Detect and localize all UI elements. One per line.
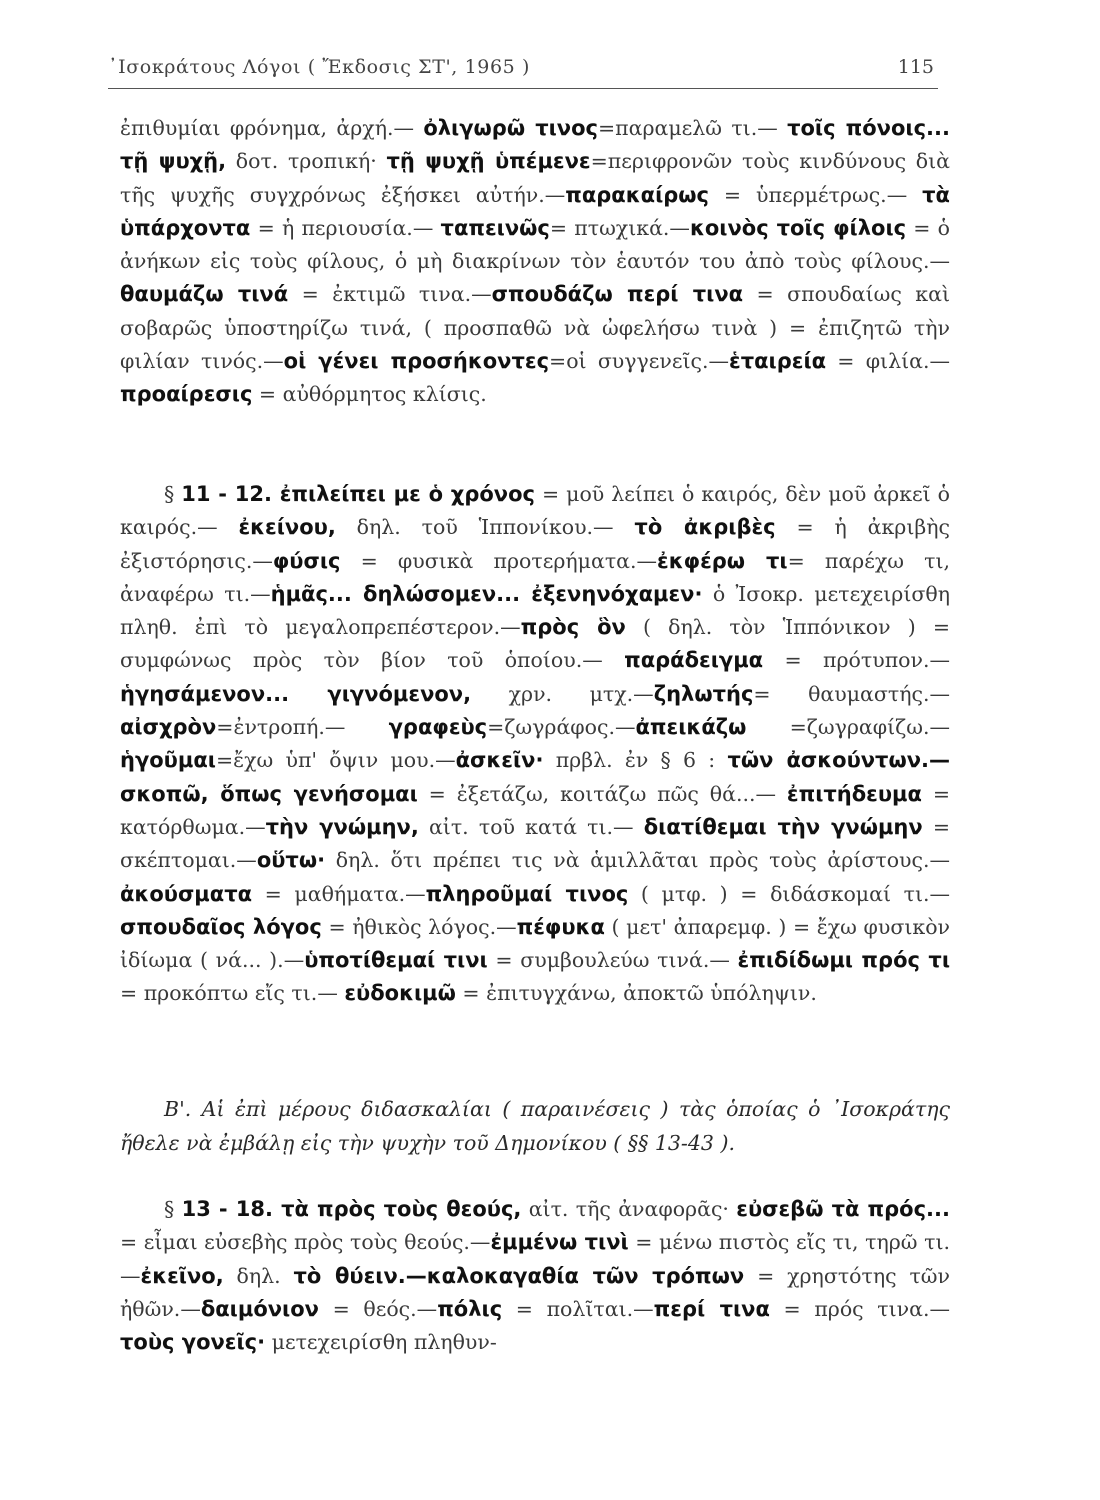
lemma-term: πρὸς ὃν [520, 615, 626, 640]
lemma-term: τὰ ὑπάρχοντα [120, 182, 950, 240]
lemma-term: σπουδαῖος λόγος [120, 914, 322, 939]
gloss-text: = συμβουλεύω τινά.— [487, 948, 738, 973]
lemma-term: ἀπεικάζω [635, 715, 747, 740]
lemma-term: παράδειγμα [624, 648, 764, 673]
gloss-text: = κατόρθωμα.— [120, 781, 950, 839]
gloss-text: § [164, 482, 182, 506]
lemma-term: ἡμᾶς... δηλώσομεν... ἐξενηνόχαμεν· [270, 581, 703, 606]
gloss-text: ( δηλ. τὸν Ἱππόνικον ) = συμφώνως πρὸς τὸν βίον τοῦ ὁποίου.— [120, 615, 951, 673]
lemma-term: σπουδάζω περί τινα [491, 282, 744, 307]
gloss-text: = εἶμαι εὐσεβὴς πρὸς τοὺς θεούς.— [120, 1230, 491, 1255]
lemma-term: κοινὸς τοῖς φίλοις [689, 215, 907, 240]
gloss-text: = θαυμαστής.— [753, 681, 951, 706]
lemma-term: ἐμμένω τινὶ [490, 1230, 629, 1255]
lemma-term: πέφυκα [516, 914, 605, 939]
gloss-text: ( μτφ. ) = διδάσκομαί τι.— [628, 881, 950, 906]
gloss-text: = πτωχικά.— [549, 215, 690, 240]
section-heading-b: Β'. Αἱ ἐπὶ μέρους διδασκαλίαι ( παραινέσεις ) τὰς ὁποίας ὁ ᾿Ισοκράτης ἤθελε νὰ ἐμβάλῃ εἰς τὴν ψυχὴν τοῦ Δημονίκου ( §§ 13-43 ). [120, 1097, 950, 1155]
gloss-text: = φιλία.— [826, 349, 950, 374]
gloss-text: αἰτ. τοῦ κατά τι.— [418, 814, 644, 839]
gloss-text: χρν. μτχ.— [471, 681, 654, 706]
lemma-term: τὸ ἀκριβὲς [634, 515, 776, 540]
gloss-text: = ἐπιτυγχάνω, ἀποκτῶ ὑπόληψιν. [455, 981, 817, 1006]
lemma-term: αἰσχρὸν [120, 715, 217, 740]
lemma-term: ταπεινῶς [440, 215, 550, 240]
paragraph-section-13-18 [120, 1193, 950, 1359]
gloss-text: =ἔχω ὑπ' ὄψιν μου.— [215, 748, 456, 773]
lemma-term: πληροῦμαί τινος [425, 881, 629, 906]
gloss-text: = προκόπτω εἴς τι.— [120, 981, 345, 1006]
lemma-term: ἐκεῖνο, [140, 1263, 224, 1288]
lemma-term: τῇ ψυχῇ ὑπέμενε [386, 149, 591, 174]
lemma-term: ἐκείνου, [238, 515, 336, 540]
gloss-text: δηλ. [223, 1263, 294, 1288]
lemma-term: ἐπιτήδευμα [786, 781, 922, 806]
lemma-term: τοὺς γονεῖς· [120, 1330, 266, 1355]
lemma-term: φύσις [272, 548, 341, 573]
gloss-text: = ἐκτιμῶ τινα.— [288, 282, 492, 307]
gloss-text: § [164, 1197, 182, 1221]
gloss-text: = ἠθικὸς λόγος.— [321, 914, 517, 939]
gloss-text: = ἐξετάζω, κοιτάζω πῶς θά...— [417, 781, 787, 806]
lemma-term: ἡγοῦμαι [120, 748, 216, 773]
gloss-text: = σπουδαίως καὶ σοβαρῶς ὑποστηρίζω τινά, ( προσπαθῶ νὰ ὠφελήσω τινὰ ) = ἐπιζητῶ τὴν φιλίαν τινός.— [120, 282, 950, 374]
gloss-text: = ἡ περιουσία.— [250, 215, 441, 240]
gloss-text: δοτ. τροπική· [226, 149, 387, 174]
gloss-text: = ὑπερμέτρως.— [708, 182, 923, 207]
lemma-term: ἀκούσματα [120, 881, 253, 906]
gloss-text: = ἡ ἀκριβὴς ἐξιστόρησις.— [120, 515, 951, 573]
gloss-text: δηλ. τοῦ Ἱππονίκου.— [335, 515, 635, 540]
gloss-text: = σκέπτομαι.— [120, 814, 950, 873]
lemma-term: τὸ θύειν.—καλοκαγαθία τῶν τρόπων [293, 1263, 745, 1288]
gloss-text: ( μετ' ἀπαρεμφ. ) = ἔχω φυσικὸν ἰδίωμα ( νά... ).— [120, 914, 950, 973]
lemma-term: εὐσεβῶ τὰ πρός... [736, 1197, 950, 1221]
gloss-text: = φυσικὰ προτερήματα.— [340, 548, 658, 573]
gloss-text: =περιφρονῶν τοὺς κινδύνους διὰ τῆς ψυχῆς συγχρόνως ἐξήσκει αὐτήν.— [120, 149, 950, 207]
gloss-text: δηλ. ὅτι πρέπει τις νὰ ἁμιλλᾶται πρὸς τοὺς ἀρίστους.— [325, 848, 950, 873]
lemma-term: τῶν ἀσκούντων.—σκοπῶ, ὅπως γενήσομαι [120, 748, 950, 806]
lemma-term: παρακαίρως [565, 182, 709, 207]
gloss-text: = αὐθόρμητος κλίσις. [252, 382, 487, 407]
gloss-text: =παραμελῶ τι.— [597, 116, 788, 140]
gloss-text: = πολῖται.— [502, 1296, 654, 1321]
paragraph-glossary-1 [120, 112, 950, 412]
lemma-term: 11 - 12. ἐπιλείπει με ὁ χρόνος [181, 482, 535, 506]
lemma-term: προαίρεσις [120, 382, 253, 407]
gloss-text: = μένω πιστὸς εἴς τι, τηρῶ τι.— [120, 1230, 950, 1288]
paragraph-section-11-12 [120, 478, 950, 1011]
page-number: 115 [897, 56, 934, 78]
gloss-text: πρβλ. ἐν § 6 : [543, 748, 728, 773]
lemma-term: εὐδοκιμῶ [344, 981, 456, 1006]
lemma-term: ἐκφέρω τι [657, 548, 788, 573]
gloss-text: = χρηστότης τῶν ἠθῶν.— [120, 1263, 950, 1321]
gloss-text: ὁ Ἰσοκρ. μετεχειρίσθη πληθ. ἐπὶ τὸ μεγαλοπρεπέστερον.— [120, 581, 950, 640]
gloss-text: =οἱ συγγενεῖς.— [549, 349, 730, 374]
lemma-term: ἑταιρεία [729, 349, 827, 374]
lemma-term: θαυμάζω τινά [120, 282, 289, 307]
lemma-term: ὑποτίθεμαί τινι [304, 948, 488, 973]
lemma-term: τοῖς πόνοις... τῇ ψυχῇ, [120, 116, 950, 174]
lemma-term: οἱ γένει προσήκοντες [283, 349, 550, 374]
gloss-text: = μαθήματα.— [252, 881, 426, 906]
header-title: ᾿Ισοκράτους Λόγοι ( Ἔκδοσις ΣΤ', 1965 ) [108, 56, 530, 78]
gloss-text: = πρός τινα.— [769, 1296, 950, 1321]
lemma-term: περί τινα [653, 1296, 770, 1321]
lemma-term: δαιμόνιον [200, 1296, 319, 1321]
lemma-term: ἀσκεῖν· [455, 748, 544, 773]
gloss-text: = θεός.— [318, 1296, 438, 1321]
gloss-text: =ζωγραφίζω.— [746, 715, 950, 740]
gloss-text: = μοῦ λείπει ὁ καιρός, δὲν μοῦ ἀρκεῖ ὁ καιρός.— [120, 482, 950, 540]
gloss-text: =ζωγράφος.— [487, 715, 636, 740]
lemma-term: τὴν γνώμην, [265, 814, 419, 839]
gloss-text: μετεχειρίσθη πληθυν- [265, 1330, 497, 1355]
lemma-term: πόλις [437, 1296, 503, 1321]
lemma-term: ζηλωτής [653, 681, 754, 706]
gloss-text: =ἐντροπή.— [216, 715, 389, 740]
lemma-term: ὀλιγωρῶ τινος [423, 116, 598, 140]
lemma-term: 13 - 18. τὰ πρὸς τοὺς θεούς, [181, 1197, 522, 1221]
lemma-term: διατίθεμαι τὴν γνώμην [643, 814, 923, 839]
lemma-term: ἡγησάμενον... γιγνόμενον, [120, 681, 472, 706]
gloss-text: = παρέχω τι, ἀναφέρω τι.— [120, 548, 951, 606]
running-header [108, 48, 938, 89]
gloss-text: = ὁ ἀνήκων εἰς τοὺς φίλους, ὁ μὴ διακρίνων τὸν ἑαυτόν του ἀπὸ τοὺς φίλους.— [120, 215, 951, 274]
gloss-text: = πρότυπον.— [763, 648, 950, 673]
gloss-text: ἐπιθυμίαι φρόνημα, ἀρχή.— [120, 116, 424, 140]
lemma-term: ἐπιδίδωμι πρός τι [737, 948, 950, 973]
lemma-term: οὕτω· [256, 848, 326, 873]
gloss-text: αἰτ. τῆς ἀναφορᾶς· [521, 1197, 737, 1221]
lemma-term: γραφεὺς [388, 715, 488, 740]
